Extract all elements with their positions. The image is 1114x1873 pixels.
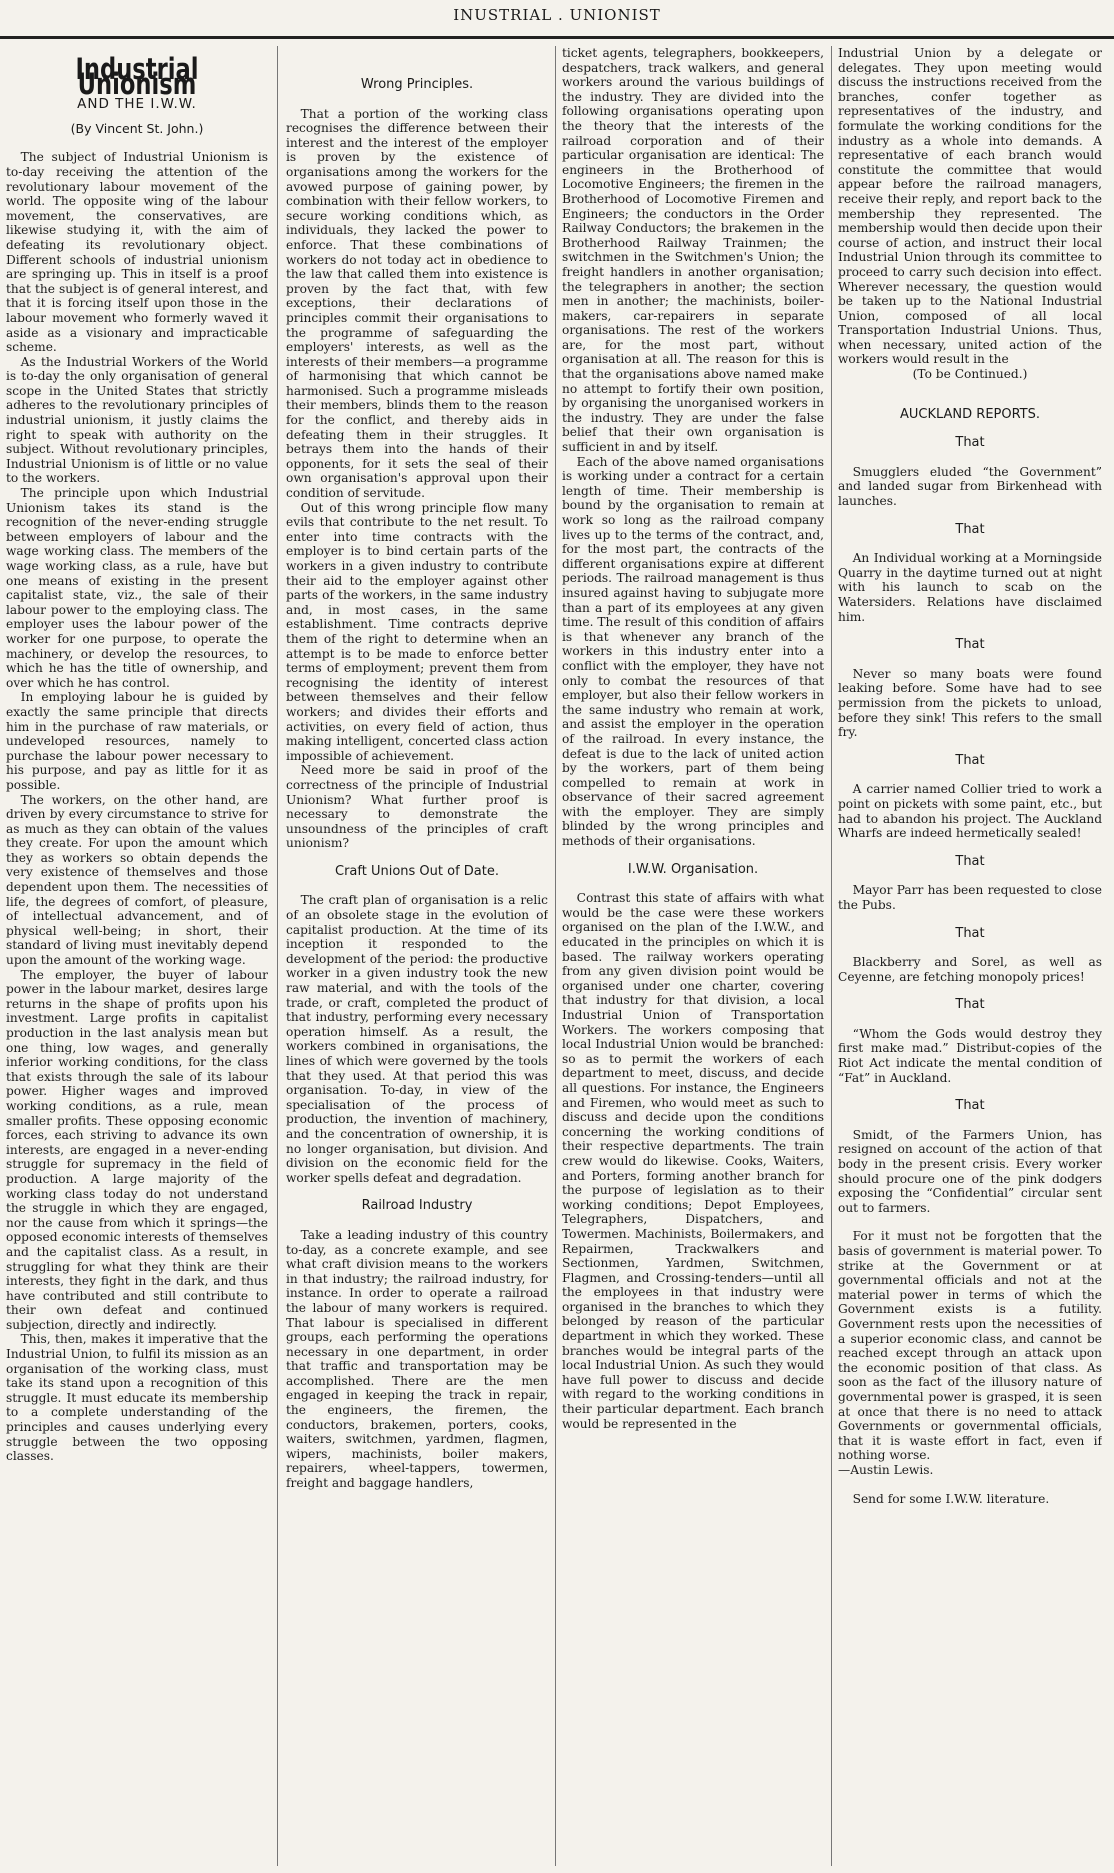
continued-note: (To be Continued.) bbox=[912, 367, 1028, 382]
quote-author: —Austin Lewis. bbox=[838, 1462, 934, 1477]
paragraph: Contrast this state of affairs with what would be the case were these workers organised on the plan of the I.W.W., and educated in the principles on which it is based. The railway workers operating from any given division point would be organised under one charter, covering that industry for that division, a local Industrial Union of Transportation Workers. The workers composing that local Industrial Union would be branched: so as to permit the workers of each department to meet, discuss, and decide all questions. For instance, the Engineers and Firemen, who would meet as such to discuss and decide upon the conditions concerning the working conditions of their respective departments. The train crew would do likewise. Cooks, Waiters, and Porters, forming another branch for the purpose of legislation as to their working conditions; Depot Employees, Telegraphers, Dispatchers, and Towermen. Machinists, Boilermakers, and Repairmen, Trackwalkers and Sectionmen, Yardmen, Switchmen, Flagmen, and Crossing-tenders—until all the employees in that industry were organised in the branches to which they belonged by reason of the particular department in which they worked. These branches would be integral parts of the local Industrial Union. As such they would have full power to discuss and decide with regard to the working conditions in their particular department. Each branch would be represented in the bbox=[562, 891, 824, 1431]
masthead-rule bbox=[0, 36, 1114, 39]
paragraph: The subject of Industrial Unionism is to-day receiving the attention of the revolutionary labour movement of the world. The opposite wing of the labour movement, the conservatives, are likewise studying it, with the aim of defeating its revolutionary object. Different schools of industrial unionism are springing up. This in itself is a proof that the subject is of general interest, and that it is forcing itself upon those in the labour movement who formerly waved it aside as a visionary and impracticable scheme. bbox=[6, 150, 268, 355]
paragraph: As the Industrial Workers of the World is to-day the only organisation of general scope in the United States that strictly adheres to the revolutionary principles of industrial unionism, it justly claims the right to speak with authority on the subject. Without revolutionary principles, Industrial Unionism is of little or no value to the workers. bbox=[6, 354, 268, 486]
report-item: A carrier named Collier tried to work a point on pickets with some paint, etc., but had to abandon his project. The Auckland Wharfs are indeed hermetically sealed! bbox=[838, 782, 1102, 841]
section-heading: Wrong Principles. bbox=[360, 77, 474, 92]
paragraph: The principle upon which Industrial Unionism takes its stand is the recognition of the never-ending struggle between employers of labour and the wage working class. The members of the wage working class, as a rule, have but one means of existing in the present capitalist state, viz., the sale of their labour power to the employing class. The employer uses the labour power of the worker for one purpose, to operate the machinery, or develop the resources, to which he has the title of ownership, and over which he has control. bbox=[6, 486, 268, 690]
paragraph: The employer, the buyer of labour power in the labour market, desires large returns in the shape of profits upon his investment. Large profits in capitalist production in the last analysis mean but one thing, low wages, and generally inferior working conditions, for the class that exists through the sale of its labour power. Higher wages and improved working conditions, as a rule, mean smaller profits. These opposing economic forces, each striving to advance its own interests, are engaged in a never-ending struggle for supremacy in the field of production. A large majority of the working class today do not understand the struggle in which they are engaged, nor the cause from which it springs—the opposed economic interests of themselves and the capitalist class. As a result, in struggling for what they think are their interests, they fight in the dark, and thus have contributed and still contribute to their own defeat and continued subjection, directly and indirectly. bbox=[6, 967, 268, 1332]
article-title: Industrial Unionism bbox=[75, 52, 199, 101]
report-item: Mayor Parr has been requested to close the Pubs. bbox=[838, 883, 1102, 912]
section-heading: AUCKLAND REPORTS. bbox=[899, 406, 1041, 422]
paragraph: This, then, makes it imperative that the Industrial Union, to fulfil its mission as an organisation of the working class, must take its stand upon a recognition of this struggle. It must educate its membership to a complete understanding of the principles and causes underlying every struggle between the two opposing classes. bbox=[6, 1332, 268, 1464]
section-heading: I.W.W. Organisation. bbox=[627, 861, 759, 877]
paragraph: The workers, on the other hand, are driven by every circumstance to strive for as much as they can obtain of the values they create. For upon the amount which they as workers so obtain depends the very existence of themselves and those dependent upon them. The necessities of life, the degrees of comfort, of pleasure, of intellectual advancement, and of physical well-being; in short, their standard of living must inevitably depend upon the amount of the working wage. bbox=[6, 792, 268, 968]
paragraph: The craft plan of organisation is a relic of an obsolete stage in the evolution of capitalist production. At the time of its inception it responded to the development of the period: the productive worker in a given industry took the new raw material, and with the tools of the trade, or craft, completed the product of that industry, performing every necessary operation himself. As a result, the workers combined in organisations, the lines of which were governed by the tools that they used. At that period this was organisation. To-day, in view of the specialisation of the process of production, the invention of machinery, and the concentration of ownership, it is no longer organisation, but division. And division on the economic field for the worker spells defeat and degradation. bbox=[286, 893, 548, 1185]
paragraph: Send for some I.W.W. literature. bbox=[852, 1491, 1050, 1506]
column-2 bbox=[286, 52, 548, 1867]
section-heading: Railroad Industry bbox=[361, 1198, 473, 1214]
article-subtitle: AND THE I.W.W. bbox=[77, 96, 197, 113]
paragraph: Take a leading industry of this country to-day, as a concrete example, and see what craft division means to the workers in that industry; the railroad industry, for instance. In order to operate a railroad the labour of many workers is required. That labour is specialised in different groups, each performing the operations necessary in one department, in order that traffic and transportation may be accomplished. There are the men engaged in keeping the track in repair, the engineers, the firemen, the conductors, brakemen, porters, cooks, waiters, switchmen, yardmen, flagmen, wipers, machinists, boiler makers, repairers, wheel-tappers, towermen, freight and baggage handlers, bbox=[286, 1227, 548, 1491]
article-byline: (By Vincent St. John.) bbox=[70, 120, 204, 136]
that-label: That bbox=[955, 853, 985, 869]
report-item: Smidt, of the Farmers Union, has resigned on account of the action of that body in the present crisis. Every worker should procure one of the pink dodgers exposing the “Confidential” circular sent out to farmers. bbox=[838, 1127, 1102, 1215]
column-divider bbox=[277, 46, 278, 1866]
paragraph: That a portion of the working class recognises the difference between their interest and the interest of the employer is proven by the existence of organisations among the workers for the avowed purpose of gaining power, by combination with their fellow workers, to secure working conditions which, as individuals, they lacked the power to enforce. That these combinations of workers do not today act in obedience to the law that called them into existence is proven by the fact that, with few exceptions, their declarations of principles commit their organisations to the programme of safeguarding the employers' interests, as well as the interests of their members—a programme of harmonising that which cannot be harmonised. Such a programme misleads their members, blinds them to the reason for the conflict, and thereby aids in defeating them in their struggles. It betrays them into the hands of their opponents, for it sets the seal of their own organisation's approval upon their condition of servitude. bbox=[286, 106, 548, 501]
report-item: Smugglers eluded “the Government” and landed sugar from Birkenhead with launches. bbox=[838, 464, 1102, 509]
paragraph: In employing labour he is guided by exactly the same principle that directs him in the purchase of raw materials, or undeveloped resources, namely to purchase the labour power necessary to his purpose, and pay as little for it as possible. bbox=[6, 690, 268, 792]
that-label: That bbox=[955, 997, 985, 1013]
that-label: That bbox=[955, 637, 985, 653]
that-label: That bbox=[955, 521, 985, 537]
paragraph: For it must not be forgotten that the basis of government is material power. To strike at the Government or at governmental officials and not at the material power in terms of which the Government exists is a futility. Government rests upon the necessities of a superior economic class, and cannot be reached except through an attack upon the economic position of that class. As soon as the fact of the illusory nature of governmental power is grasped, it is seen at once that there is no need to attack Governments or governmental officials, that it is waste effort in fact, even if nothing worse. bbox=[838, 1229, 1102, 1463]
report-item: An Individual working at a Morningside Quarry in the daytime turned out at night with his launch to scab on the Watersiders. Relations have disclaimed him. bbox=[838, 551, 1102, 624]
that-label: That bbox=[955, 752, 985, 768]
column-1 bbox=[6, 52, 268, 1867]
paragraph: ticket agents, telegraphers, bookkeepers, despatchers, track walkers, and general workers around the various buildings of the industry. They are divided into the following organisations operating upon the theory that the interests of the railroad corporation and of their particular organisation are identical: The engineers in the Brotherhood of Locomotive Engineers; the firemen in the Brotherhood of Locomotive Firemen and Engineers; the conductors in the Order Railway Conductors; the brakemen in the Brotherhood Railway Trainmen; the switchmen in the Switchmen's Union; the freight handlers in another organisation; the telegraphers in another; the section men in another; the machinists, boiler-makers, car-repairers in separate organisations. The rest of the workers are, for the most part, without organisation at all. The reason for this is that the organisations above named make no attempt to fortify their own position, by organising the unorganised workers in the industry. They are under the false belief that their own organisation is sufficient in and by itself. bbox=[562, 46, 824, 455]
report-item: “Whom the Gods would destroy they first make mad.” Distribut-copies of the Riot Act indicate the mental condition of “Fat” in Auckland. bbox=[838, 1026, 1102, 1085]
column-divider bbox=[831, 46, 832, 1866]
that-label: That bbox=[955, 1098, 985, 1114]
section-heading: Craft Unions Out of Date. bbox=[335, 863, 499, 879]
report-item: Blackberry and Sorel, as well as Ceyenne, are fetching monopoly prices! bbox=[838, 955, 1102, 984]
masthead: INUSTRIAL . UNIONIST bbox=[453, 6, 661, 24]
that-label: That bbox=[955, 435, 985, 451]
report-item: Never so many boats were found leaking before. Some have had to see permission from the pickets to unload, before they sink! This refers to the small fry. bbox=[838, 666, 1102, 740]
column-divider bbox=[555, 46, 556, 1866]
paragraph: Industrial Union by a delegate or delegates. They upon meeting would discuss the instructions received from the branches, confer together as representatives of the industry, and formulate the working conditions for the industry as a whole into demands. A representative of each branch would constitute the committee that would appear before the railroad managers, receive their reply, and report back to the membership they represented. The membership would then decide upon their course of action, and instruct their local Industrial Union through its committee to proceed to carry such decision into effect. Wherever necessary, the question would be taken up to the National Industrial Union, composed of all local Transportation Industrial Unions. Thus, when necessary, united action of the workers would result in the bbox=[838, 46, 1102, 367]
that-label: That bbox=[955, 925, 985, 941]
paragraph: Out of this wrong principle flow many evils that contribute to the net result. To enter into time contracts with the employer is to bind certain parts of the workers in a given industry to contribute their aid to the employer against other parts of the workers, in the same industry and, in most cases, in the same establishment. Time contracts deprive them of the right to determine when an attempt is to be made to enforce better terms of employment; prevent them from recognising the identity of interest between themselves and their fellow workers; and divides their efforts and activities, on every field of action, thus making intelligent, concerted class action impossible of achievement. bbox=[286, 500, 548, 763]
column-3 bbox=[562, 46, 824, 1861]
paragraph: Each of the above named organisations is working under a contract for a certain length of time. Their membership is bound by the organisation to remain at work so long as the railroad company lives up to the terms of the contract, and, for the most part, the contracts of the different organisations expire at different periods. The railroad management is thus insured against having to subjugate more than a part of its employees at any given time. The result of this condition of affairs is that whenever any branch of the workers in this industry enter into a conflict with the employer, they have not only to combat the resources of that employer, but also their fellow workers in the same industry who remain at work, and assist the employer in the operation of the railroad. In every instance, the defeat is due to the lack of united action by the workers, part of them being compelled to remain at work in observance of their sacred agreement with the employer. They are simply blinded by the wrong principles and methods of their organisations. bbox=[562, 454, 824, 849]
column-4 bbox=[838, 46, 1102, 1861]
paragraph: Need more be said in proof of the correctness of the principle of Industrial Unionism? What further proof is necessary to demonstrate the unsoundness of the principles of craft unionism? bbox=[286, 763, 548, 851]
